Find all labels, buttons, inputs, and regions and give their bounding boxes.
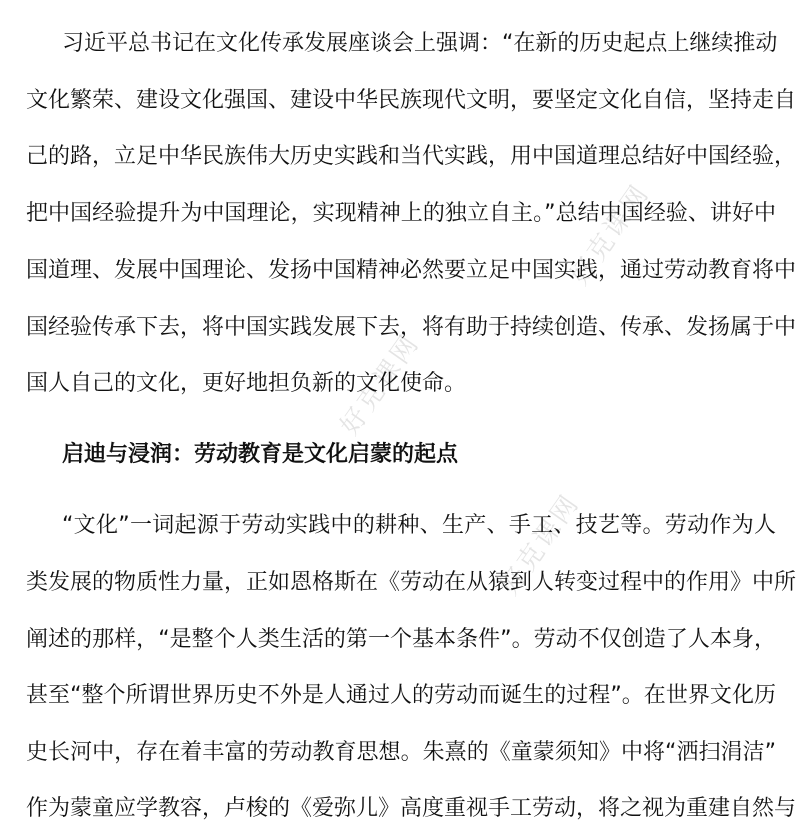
paragraph-line: 阐述的那样，“是整个人类生活的第一个基本条件”。劳动不仅创造了人本身，	[26, 627, 776, 652]
paragraph-line: 习近平总书记在文化传承发展座谈会上强调：“在新的历史起点上继续推动	[62, 31, 778, 56]
paragraph-line: 把中国经验提升为中国理论，实现精神上的独立自主。”总结中国经验、讲好中	[26, 201, 776, 226]
section-heading: 启迪与浸润：劳动教育是文化启蒙的起点	[62, 442, 459, 467]
paragraph-line: 国道理、发展中国理论、发扬中国精神必然要立足中国实践，通过劳动教育将中	[26, 258, 797, 283]
watermark-middle: 好克课网	[334, 328, 427, 441]
paragraph-line: 作为蒙童应学教容，卢梭的《爱弥儿》高度重视手工劳动，将之视为重建自然与	[26, 796, 797, 821]
paragraph-line: 史长河中，存在着丰富的劳动教育思想。朱熹的《童蒙须知》中将“洒扫涓洁”	[26, 740, 776, 765]
paragraph-line: 甚至“整个所谓世界历史不外是人通过人的劳动而诞生的过程”。在世界文化历	[26, 683, 776, 708]
paragraph-line: “文化”一词起源于劳动实践中的耕种、生产、手工、技艺等。劳动作为人	[62, 513, 776, 538]
watermark-top: 好克课网	[564, 178, 657, 291]
watermark-bottom: 好克课网	[494, 488, 587, 601]
paragraph-line: 文化繁荣、建设文化强国、建设中华民族现代文明，要坚定文化自信，坚持走自	[26, 88, 797, 113]
paragraph-line: 国经验传承下去，将中国实践发展下去，将有助于持续创造、传承、发扬属于中	[26, 315, 797, 340]
paragraph-line: 己的路，立足中华民族伟大历史实践和当代实践，用中国道理总结好中国经验，	[26, 144, 797, 169]
paragraph-line: 国人自己的文化，更好地担负新的文化使命。	[26, 371, 467, 396]
paragraph-line: 类发展的物质性力量，正如恩格斯在《劳动在从猿到人转变过程中的作用》中所	[26, 570, 797, 595]
